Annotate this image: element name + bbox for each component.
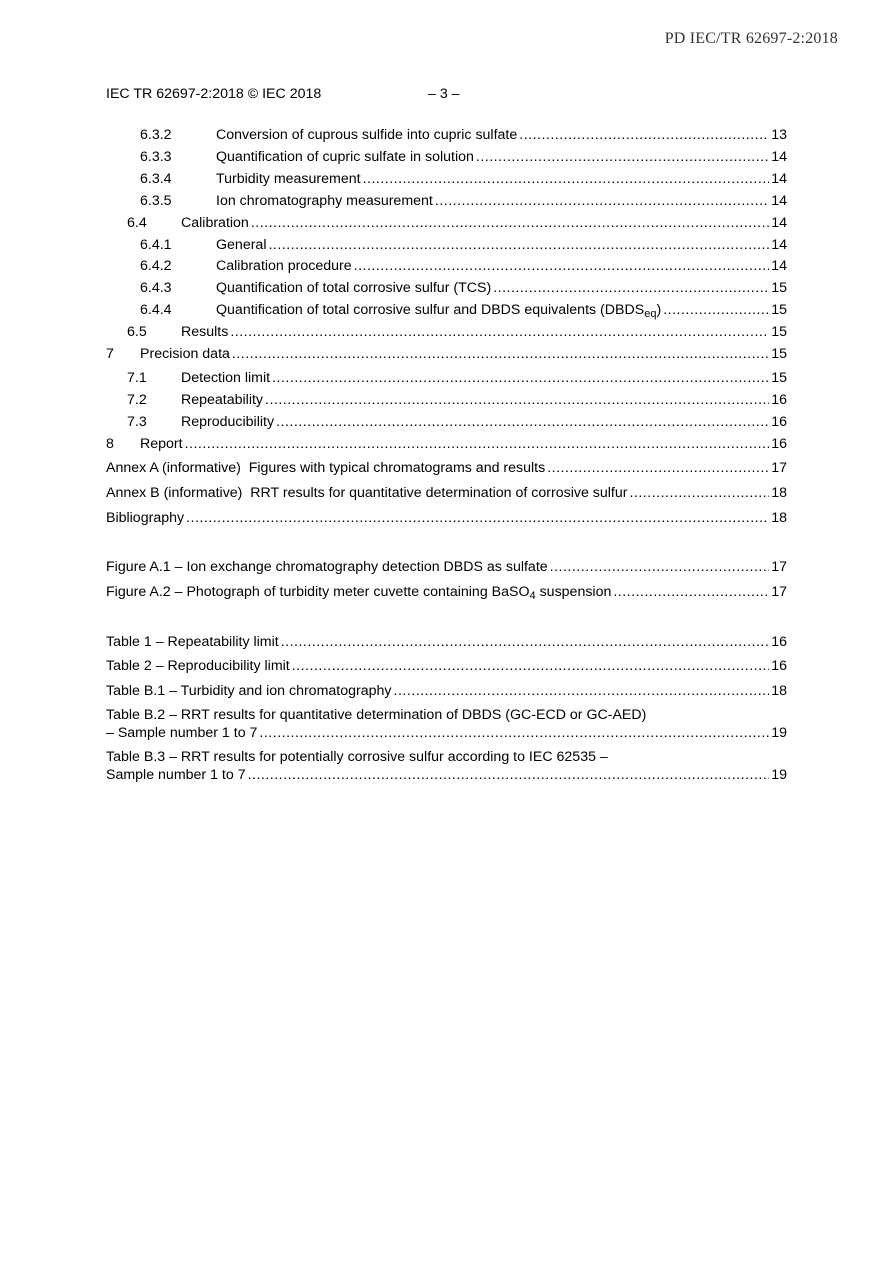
header-standard-ref: IEC TR 62697-2:2018 © IEC 2018 xyxy=(106,86,322,102)
toc-entry-bibliography[interactable] xyxy=(106,510,787,530)
toc-page: 19 xyxy=(771,767,787,783)
page-header xyxy=(106,86,460,102)
toc-leader xyxy=(185,436,770,452)
toc-leader xyxy=(435,193,769,209)
toc-entry-7-2[interactable] xyxy=(106,392,787,412)
toc-entry-6-5[interactable] xyxy=(106,324,787,344)
toc-entry-6-3-5[interactable] xyxy=(106,193,787,213)
toc-number: 6.5 xyxy=(127,324,147,340)
toc-leader xyxy=(259,725,769,741)
toc-number: 7 xyxy=(106,346,114,362)
toc-title: Report xyxy=(140,436,183,452)
toc-title: Annex B (informative) RRT results for quantitative determination of corrosive sulfur xyxy=(106,485,628,501)
toc-entry-6-4-2[interactable] xyxy=(106,258,787,278)
toc-title: Annex A (informative) Figures with typical chromatograms and results xyxy=(106,460,546,476)
toc-leader xyxy=(230,324,769,340)
toc-page: 16 xyxy=(771,634,787,650)
toc-number: 6.4.4 xyxy=(140,302,172,318)
toc-entry-6-4[interactable] xyxy=(106,215,787,235)
document-id: PD IEC/TR 62697-2:2018 xyxy=(664,30,838,47)
toc-page: 16 xyxy=(771,658,787,674)
toc-page: 19 xyxy=(771,725,787,741)
toc-number: 6.4.3 xyxy=(140,280,172,296)
toc-title-subscript: 4 xyxy=(529,590,536,602)
toc-title-text: Figure A.2 – Photograph of turbidity meter cuvette containing BaSO xyxy=(106,584,530,600)
toc-entry-annex-a[interactable] xyxy=(106,460,787,480)
toc-title: Table B.1 – Turbidity and ion chromatography xyxy=(106,683,392,699)
toc-title: Calibration procedure xyxy=(216,258,352,274)
toc-leader xyxy=(232,346,769,362)
toc-title xyxy=(216,302,661,318)
toc-leader xyxy=(394,683,770,699)
toc-title: Ion chromatography measurement xyxy=(216,193,433,209)
page-number: – 3 – xyxy=(428,86,460,102)
toc-title-subscript: eq xyxy=(644,308,657,320)
toc-page: 16 xyxy=(771,392,787,408)
toc-title: Reproducibility xyxy=(181,414,275,430)
toc-title: Turbidity measurement xyxy=(216,171,361,187)
toc-page: 14 xyxy=(771,171,787,187)
toc-entry-table-b3[interactable] xyxy=(106,767,787,787)
toc-leader xyxy=(272,370,769,386)
toc-title: – Sample number 1 to 7 xyxy=(106,725,258,741)
toc-entry-7-1[interactable] xyxy=(106,370,787,390)
toc-leader xyxy=(186,510,769,526)
toc-page: 14 xyxy=(771,237,787,253)
toc-title: Calibration xyxy=(181,215,249,231)
toc-page: 14 xyxy=(771,149,787,165)
toc-page: 14 xyxy=(771,258,787,274)
toc-number: 6.3.4 xyxy=(140,171,172,187)
toc-entry-figure-a1[interactable] xyxy=(106,559,787,579)
toc-page: 18 xyxy=(771,683,787,699)
toc-entry-6-4-4[interactable] xyxy=(106,302,787,322)
toc-page: 13 xyxy=(771,127,787,143)
toc-leader xyxy=(268,237,769,253)
toc-title: Repeatability xyxy=(181,392,264,408)
toc-entry-6-4-1[interactable] xyxy=(106,237,787,257)
toc-leader xyxy=(547,460,769,476)
toc-page: 16 xyxy=(771,414,787,430)
toc-page: 18 xyxy=(771,485,787,501)
toc-title: Table 2 – Reproducibility limit xyxy=(106,658,290,674)
toc-leader xyxy=(276,414,769,430)
toc-leader xyxy=(613,584,769,600)
toc-entry-7[interactable] xyxy=(106,346,787,366)
toc-leader xyxy=(281,634,770,650)
toc-leader xyxy=(354,258,770,274)
toc-number: 7.2 xyxy=(127,392,147,408)
toc-entry-7-3[interactable] xyxy=(106,414,787,434)
toc-entry-6-3-4[interactable] xyxy=(106,171,787,191)
toc-page: 17 xyxy=(771,584,787,600)
toc-leader xyxy=(292,658,769,674)
toc-entry-table-b3-line1[interactable]: Table B.3 – RRT results for potentially corrosive sulfur according to IEC 62535 – xyxy=(106,749,608,765)
toc-title: Table 1 – Repeatability limit xyxy=(106,634,279,650)
toc-title: General xyxy=(216,237,267,253)
toc-title-text-end: suspension xyxy=(535,584,612,600)
toc-entry-table-2[interactable] xyxy=(106,658,787,678)
toc-title: Results xyxy=(181,324,229,340)
toc-page: 16 xyxy=(771,436,787,452)
toc-page: 15 xyxy=(771,302,787,318)
toc-title-text: Quantification of total corrosive sulfur and DBDS equivalents (DBDS xyxy=(216,302,645,318)
toc-number: 6.3.3 xyxy=(140,149,172,165)
toc-title: Quantification of cupric sulfate in solution xyxy=(216,149,474,165)
toc-leader xyxy=(519,127,769,143)
toc-entry-table-b2-line1[interactable]: Table B.2 – RRT results for quantitative determination of DBDS (GC-ECD or GC-AED) xyxy=(106,707,647,723)
toc-page: 15 xyxy=(771,370,787,386)
toc-page: 15 xyxy=(771,324,787,340)
toc-number: 6.4.1 xyxy=(140,237,172,253)
toc-title xyxy=(106,584,611,600)
toc-leader xyxy=(493,280,769,296)
toc-title: Conversion of cuprous sulfide into cupric sulfate xyxy=(216,127,518,143)
toc-title: Figure A.1 – Ion exchange chromatography detection DBDS as sulfate xyxy=(106,559,548,575)
toc-title: Sample number 1 to 7 xyxy=(106,767,246,783)
toc-number: 6.4 xyxy=(127,215,147,231)
toc-page: 17 xyxy=(771,460,787,476)
toc-entry-annex-b[interactable] xyxy=(106,485,787,505)
toc-entry-figure-a2[interactable] xyxy=(106,584,787,604)
toc-title: Quantification of total corrosive sulfur (TCS) xyxy=(216,280,492,296)
toc-entry-6-4-3[interactable] xyxy=(106,280,787,300)
toc-entry-8[interactable] xyxy=(106,436,787,456)
toc-page: 17 xyxy=(771,559,787,575)
toc-leader xyxy=(476,149,769,165)
toc-page: 18 xyxy=(771,510,787,526)
toc-page: 14 xyxy=(771,193,787,209)
toc-leader xyxy=(363,171,770,187)
toc-title-text-end: ) xyxy=(656,302,662,318)
toc-entry-table-1[interactable] xyxy=(106,634,787,654)
toc-title: Detection limit xyxy=(181,370,271,386)
toc-leader xyxy=(550,559,770,575)
toc-number: 6.4.2 xyxy=(140,258,172,274)
toc-number: 6.3.2 xyxy=(140,127,172,143)
toc-entry-6-3-2[interactable] xyxy=(106,127,787,147)
toc-number: 7.3 xyxy=(127,414,147,430)
toc-number: 6.3.5 xyxy=(140,193,172,209)
toc-leader xyxy=(663,302,769,318)
toc-number: 8 xyxy=(106,436,114,452)
toc-title: Bibliography xyxy=(106,510,185,526)
toc-entry-table-b1[interactable] xyxy=(106,683,787,703)
toc-page: 15 xyxy=(771,346,787,362)
toc-leader xyxy=(251,215,769,231)
toc-entry-table-b2[interactable] xyxy=(106,725,787,745)
toc-number: 7.1 xyxy=(127,370,147,386)
toc-page: 14 xyxy=(771,215,787,231)
toc-page: 15 xyxy=(771,280,787,296)
toc-leader xyxy=(629,485,769,501)
toc-leader xyxy=(248,767,770,783)
toc-leader xyxy=(265,392,769,408)
toc-entry-6-3-3[interactable] xyxy=(106,149,787,169)
toc-title: Precision data xyxy=(140,346,230,362)
